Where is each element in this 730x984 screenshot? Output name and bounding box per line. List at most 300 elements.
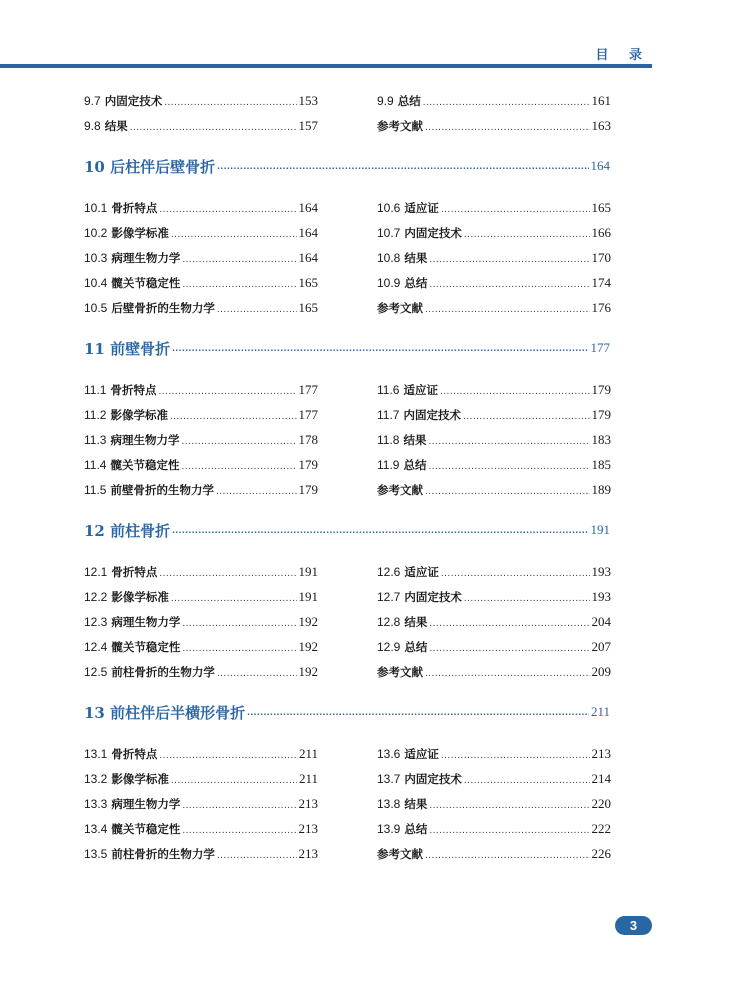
- section-number: 10.9: [377, 276, 401, 290]
- section-number: 12.1: [84, 565, 108, 579]
- toc-entry[interactable]: [84, 118, 318, 134]
- section-page: 165: [298, 275, 318, 290]
- toc-entry[interactable]: [377, 589, 611, 605]
- toc-entry[interactable]: [377, 275, 611, 291]
- dot-leader: [429, 800, 589, 811]
- section-title: 参考文献: [377, 665, 423, 679]
- entry-label: [84, 225, 169, 241]
- section-title: 内固定技术: [404, 226, 462, 240]
- section-title: 结果: [404, 251, 428, 265]
- entry-label: [377, 564, 439, 580]
- section-page: 179: [591, 382, 611, 397]
- section-number: 11.7: [377, 408, 400, 422]
- dot-leader: [464, 775, 590, 786]
- section-title: 前柱骨折的生物力学: [111, 665, 215, 679]
- section-page: 165: [591, 200, 611, 215]
- dot-leader: [182, 618, 296, 629]
- entry-label: [84, 746, 157, 762]
- section-title: 前柱骨折的生物力学: [111, 847, 215, 861]
- section-page: 170: [591, 250, 611, 265]
- section-number: 12.8: [377, 615, 401, 629]
- section-page: 220: [591, 796, 611, 811]
- entry-label: [377, 639, 427, 655]
- dot-leader: [130, 122, 297, 133]
- toc-row: [84, 89, 610, 114]
- section-page: 179: [591, 407, 611, 422]
- section-page: 178: [298, 432, 318, 447]
- toc-entry[interactable]: [84, 846, 318, 862]
- toc-row: [84, 585, 610, 610]
- entry-label: [377, 614, 427, 630]
- section-number: 12.2: [84, 590, 108, 604]
- dot-leader: [181, 461, 296, 472]
- section-title: 总结: [404, 276, 428, 290]
- entry-label: [377, 846, 423, 862]
- toc-entry[interactable]: [377, 771, 611, 787]
- chapter-heading[interactable]: [84, 503, 610, 560]
- entry-label: [377, 300, 423, 316]
- section-number: 9.7: [84, 94, 101, 108]
- section-page: 191: [298, 589, 318, 604]
- section-page: 166: [591, 225, 611, 240]
- toc-entry[interactable]: [377, 382, 611, 398]
- entry-label: [84, 457, 179, 473]
- section-page: 153: [298, 93, 318, 108]
- entry-label: [84, 250, 180, 266]
- section-title: 参考文献: [377, 119, 423, 133]
- entry-label: [84, 771, 169, 787]
- chapter-title: 10 后柱伴后壁骨折: [84, 157, 216, 176]
- toc-entry[interactable]: [84, 664, 318, 680]
- section-number: 9.8: [84, 119, 101, 133]
- entry-label: [377, 482, 423, 498]
- toc-entry[interactable]: [377, 225, 611, 241]
- toc-entry[interactable]: [84, 746, 318, 762]
- section-number: 13.7: [377, 772, 401, 786]
- toc-row: [84, 842, 610, 867]
- section-number: 12.5: [84, 665, 108, 679]
- dot-leader: [172, 525, 588, 536]
- dot-leader: [429, 643, 589, 654]
- section-number: 10.5: [84, 301, 108, 315]
- section-title: 结果: [403, 433, 427, 447]
- chapter-heading[interactable]: [84, 139, 610, 196]
- section-number: 13.2: [84, 772, 108, 786]
- chapter-page: 191: [590, 522, 610, 537]
- section-title: 后壁骨折的生物力学: [111, 301, 215, 315]
- dot-leader: [164, 97, 296, 108]
- toc-entry[interactable]: [84, 275, 318, 291]
- section-number: 13.4: [84, 822, 108, 836]
- entry-label: [84, 407, 168, 423]
- toc-entry[interactable]: [84, 771, 318, 787]
- section-page: 226: [591, 846, 611, 861]
- dot-leader: [423, 97, 590, 108]
- dot-leader: [247, 707, 589, 718]
- toc-entry[interactable]: [377, 93, 611, 109]
- chapter-heading[interactable]: [84, 685, 610, 742]
- section-title: 参考文献: [377, 483, 423, 497]
- chapter-title: 13 前柱伴后半横形骨折: [84, 703, 246, 722]
- section-title: 内固定技术: [404, 590, 462, 604]
- entry-label: [84, 93, 162, 109]
- entry-label: [377, 382, 438, 398]
- section-number: 13.5: [84, 847, 108, 861]
- dot-leader: [172, 343, 588, 354]
- section-title: 影像学标准: [110, 408, 168, 422]
- toc-row: [84, 114, 610, 139]
- section-number: 11.9: [377, 458, 400, 472]
- section-page: 179: [298, 457, 318, 472]
- section-page: 209: [591, 664, 611, 679]
- entry-label: [377, 200, 439, 216]
- chapter-page: 211: [590, 704, 610, 719]
- toc-entry[interactable]: [84, 457, 318, 473]
- entry-label: [377, 118, 423, 134]
- section-number: 13.6: [377, 747, 401, 761]
- toc-entry[interactable]: [377, 746, 611, 762]
- chapter-heading[interactable]: [84, 321, 610, 378]
- dot-leader: [158, 386, 296, 397]
- toc-row: [84, 196, 610, 221]
- section-title: 影像学标准: [111, 772, 169, 786]
- entry-label: [84, 664, 215, 680]
- section-number: 13.8: [377, 797, 401, 811]
- dot-leader: [217, 304, 297, 315]
- section-number: 9.9: [377, 94, 394, 108]
- toc-row: [84, 246, 610, 271]
- dot-leader: [425, 486, 590, 497]
- toc-row: [84, 792, 610, 817]
- dot-leader: [464, 229, 590, 240]
- toc-entry[interactable]: [377, 664, 611, 680]
- dot-leader: [425, 850, 590, 861]
- toc-entry[interactable]: [84, 614, 318, 630]
- section-title: 适应证: [403, 383, 438, 397]
- section-page: 193: [591, 564, 611, 579]
- entry-label: [84, 639, 180, 655]
- toc-entry[interactable]: [377, 457, 611, 473]
- section-number: 12.9: [377, 640, 401, 654]
- section-number: 11.2: [84, 408, 107, 422]
- toc-row: [84, 742, 610, 767]
- toc-entry[interactable]: [377, 407, 611, 423]
- section-page: 213: [298, 796, 318, 811]
- toc-entry[interactable]: [377, 300, 611, 316]
- toc-row: [84, 610, 610, 635]
- section-title: 总结: [404, 640, 428, 654]
- section-page: 164: [298, 200, 318, 215]
- section-page: 207: [591, 639, 611, 654]
- toc-entry[interactable]: [377, 200, 611, 216]
- section-page: 183: [591, 432, 611, 447]
- toc-row: [84, 660, 610, 685]
- entry-label: [377, 432, 426, 448]
- section-number: 13.1: [84, 747, 108, 761]
- section-title: 适应证: [404, 201, 439, 215]
- section-title: 总结: [404, 822, 428, 836]
- dot-leader: [182, 254, 296, 265]
- dot-leader: [170, 411, 297, 422]
- section-page: 193: [591, 589, 611, 604]
- section-page: 157: [298, 118, 318, 133]
- section-page: 191: [298, 564, 318, 579]
- toc-entry[interactable]: [377, 821, 611, 837]
- section-title: 结果: [104, 119, 128, 133]
- entry-label: [377, 250, 427, 266]
- section-page: 213: [591, 746, 611, 761]
- section-page: 185: [591, 457, 611, 472]
- dot-leader: [182, 643, 296, 654]
- section-title: 适应证: [404, 565, 439, 579]
- entry-label: [377, 589, 462, 605]
- dot-leader: [171, 593, 297, 604]
- dot-leader: [216, 486, 297, 497]
- dot-leader: [441, 568, 590, 579]
- section-title: 骨折特点: [110, 383, 157, 397]
- dot-leader: [159, 750, 297, 761]
- dot-leader: [171, 775, 297, 786]
- section-number: 12.6: [377, 565, 401, 579]
- entry-label: [84, 275, 180, 291]
- section-page: 214: [591, 771, 611, 786]
- section-title: 髋关节稳定性: [110, 458, 180, 472]
- entry-label: [84, 300, 215, 316]
- dot-leader: [159, 568, 296, 579]
- toc-row: [84, 478, 610, 503]
- section-page: 211: [298, 771, 318, 786]
- toc-entry[interactable]: [377, 564, 611, 580]
- entry-label: [377, 275, 427, 291]
- section-title: 病理生物力学: [111, 615, 181, 629]
- section-title: 内固定技术: [404, 772, 462, 786]
- dot-leader: [217, 668, 297, 679]
- entry-label: [84, 614, 180, 630]
- entry-label: [377, 225, 462, 241]
- section-page: 176: [591, 300, 611, 315]
- entry-label: [377, 407, 461, 423]
- section-title: 骨折特点: [111, 201, 158, 215]
- section-title: 适应证: [404, 747, 439, 761]
- dot-leader: [171, 229, 297, 240]
- chapter-title: 12 前柱骨折: [84, 521, 171, 540]
- dot-leader: [182, 279, 296, 290]
- toc-row: [84, 378, 610, 403]
- toc-entry[interactable]: [84, 796, 318, 812]
- section-page: 192: [298, 614, 318, 629]
- entry-label: [377, 771, 462, 787]
- section-title: 髋关节稳定性: [111, 640, 181, 654]
- section-title: 参考文献: [377, 301, 423, 315]
- toc-entry[interactable]: [84, 589, 318, 605]
- section-number: 10.8: [377, 251, 401, 265]
- section-number: 12.3: [84, 615, 108, 629]
- section-title: 影像学标准: [111, 226, 169, 240]
- chapter-page: 177: [590, 340, 610, 355]
- toc-entry[interactable]: [84, 93, 318, 109]
- dot-leader: [464, 593, 590, 604]
- entry-label: [84, 564, 157, 580]
- toc-entry[interactable]: [84, 482, 318, 498]
- header-rule: [0, 64, 652, 68]
- section-page: 192: [298, 639, 318, 654]
- section-number: 13.3: [84, 797, 108, 811]
- section-number: 12.7: [377, 590, 401, 604]
- toc-row: [84, 453, 610, 478]
- section-page: 161: [591, 93, 611, 108]
- toc-row: [84, 428, 610, 453]
- dot-leader: [428, 436, 589, 447]
- toc-row: [84, 767, 610, 792]
- section-number: 11.6: [377, 383, 400, 397]
- table-of-contents: [84, 89, 610, 867]
- dot-leader: [217, 850, 297, 861]
- entry-label: [377, 821, 427, 837]
- toc-row: [84, 817, 610, 842]
- section-title: 骨折特点: [111, 747, 158, 761]
- toc-entry[interactable]: [84, 432, 318, 448]
- section-page: 204: [591, 614, 611, 629]
- entry-label: [84, 482, 214, 498]
- entry-label: [84, 200, 157, 216]
- dot-leader: [441, 750, 590, 761]
- section-title: 内固定技术: [104, 94, 163, 108]
- dot-leader: [429, 254, 589, 265]
- toc-entry[interactable]: [84, 821, 318, 837]
- section-number: 11.3: [84, 433, 107, 447]
- section-number: 13.9: [377, 822, 401, 836]
- toc-entry[interactable]: [377, 118, 611, 134]
- dot-leader: [182, 825, 296, 836]
- toc-entry[interactable]: [84, 407, 318, 423]
- toc-entry[interactable]: [84, 564, 318, 580]
- section-title: 结果: [404, 615, 428, 629]
- dot-leader: [429, 279, 589, 290]
- section-page: 192: [298, 664, 318, 679]
- toc-entry[interactable]: [84, 382, 318, 398]
- toc-row: [84, 560, 610, 585]
- toc-entry[interactable]: [84, 225, 318, 241]
- toc-row: [84, 221, 610, 246]
- section-title: 髋关节稳定性: [111, 822, 181, 836]
- toc-row: [84, 635, 610, 660]
- toc-entry[interactable]: [377, 639, 611, 655]
- section-page: 177: [298, 382, 318, 397]
- dot-leader: [441, 204, 590, 215]
- dot-leader: [425, 668, 590, 679]
- toc-row: [84, 296, 610, 321]
- section-page: 177: [298, 407, 318, 422]
- section-title: 骨折特点: [111, 565, 158, 579]
- section-title: 病理生物力学: [111, 797, 181, 811]
- toc-entry[interactable]: [377, 250, 611, 266]
- section-page: 211: [298, 746, 318, 761]
- section-title: 总结: [397, 94, 421, 108]
- entry-label: [84, 821, 180, 837]
- toc-entry[interactable]: [84, 200, 318, 216]
- section-page: 189: [591, 482, 611, 497]
- section-page: 163: [591, 118, 611, 133]
- section-page: 222: [591, 821, 611, 836]
- entry-label: [377, 457, 426, 473]
- section-title: 髋关节稳定性: [111, 276, 181, 290]
- dot-leader: [425, 122, 590, 133]
- section-title: 内固定技术: [403, 408, 461, 422]
- dot-leader: [425, 304, 590, 315]
- toc-entry[interactable]: [84, 300, 318, 316]
- chapter-title: 11 前壁骨折: [84, 339, 171, 358]
- section-title: 参考文献: [377, 847, 423, 861]
- section-number: 10.1: [84, 201, 108, 215]
- section-number: 12.4: [84, 640, 108, 654]
- entry-label: [84, 796, 180, 812]
- section-title: 总结: [403, 458, 427, 472]
- toc-row: [84, 271, 610, 296]
- section-title: 结果: [404, 797, 428, 811]
- section-page: 213: [298, 821, 318, 836]
- toc-entry[interactable]: [377, 614, 611, 630]
- dot-leader: [429, 825, 589, 836]
- section-title: 病理生物力学: [111, 251, 181, 265]
- section-page: 164: [298, 225, 318, 240]
- toc-entry[interactable]: [84, 250, 318, 266]
- section-number: 10.6: [377, 201, 401, 215]
- entry-label: [84, 589, 169, 605]
- section-number: 10.4: [84, 276, 108, 290]
- entry-label: [84, 432, 179, 448]
- section-page: 165: [298, 300, 318, 315]
- section-title: 前壁骨折的生物力学: [110, 483, 214, 497]
- dot-leader: [217, 161, 588, 172]
- toc-entry[interactable]: [377, 796, 611, 812]
- page-number-badge: 3: [615, 916, 652, 935]
- dot-leader: [428, 461, 589, 472]
- toc-entry[interactable]: [377, 482, 611, 498]
- dot-leader: [440, 386, 590, 397]
- toc-entry[interactable]: [377, 432, 611, 448]
- dot-leader: [429, 618, 589, 629]
- dot-leader: [463, 411, 590, 422]
- entry-label: [84, 846, 215, 862]
- entry-label: [84, 118, 128, 134]
- toc-entry[interactable]: [377, 846, 611, 862]
- section-title: 影像学标准: [111, 590, 169, 604]
- section-number: 10.7: [377, 226, 401, 240]
- entry-label: [377, 796, 427, 812]
- section-number: 11.8: [377, 433, 400, 447]
- section-page: 164: [298, 250, 318, 265]
- section-number: 10.2: [84, 226, 108, 240]
- entry-label: [84, 382, 156, 398]
- section-title: 病理生物力学: [110, 433, 180, 447]
- section-number: 11.4: [84, 458, 107, 472]
- running-header-title: 目 录: [595, 48, 650, 63]
- section-page: 179: [298, 482, 318, 497]
- dot-leader: [182, 800, 296, 811]
- dot-leader: [181, 436, 296, 447]
- section-number: 11.1: [84, 383, 107, 397]
- toc-entry[interactable]: [84, 639, 318, 655]
- toc-row: [84, 403, 610, 428]
- section-number: 11.5: [84, 483, 107, 497]
- section-page: 174: [591, 275, 611, 290]
- dot-leader: [159, 204, 296, 215]
- section-number: 10.3: [84, 251, 108, 265]
- chapter-page: 164: [590, 158, 610, 173]
- section-page: 213: [298, 846, 318, 861]
- entry-label: [377, 93, 421, 109]
- entry-label: [377, 664, 423, 680]
